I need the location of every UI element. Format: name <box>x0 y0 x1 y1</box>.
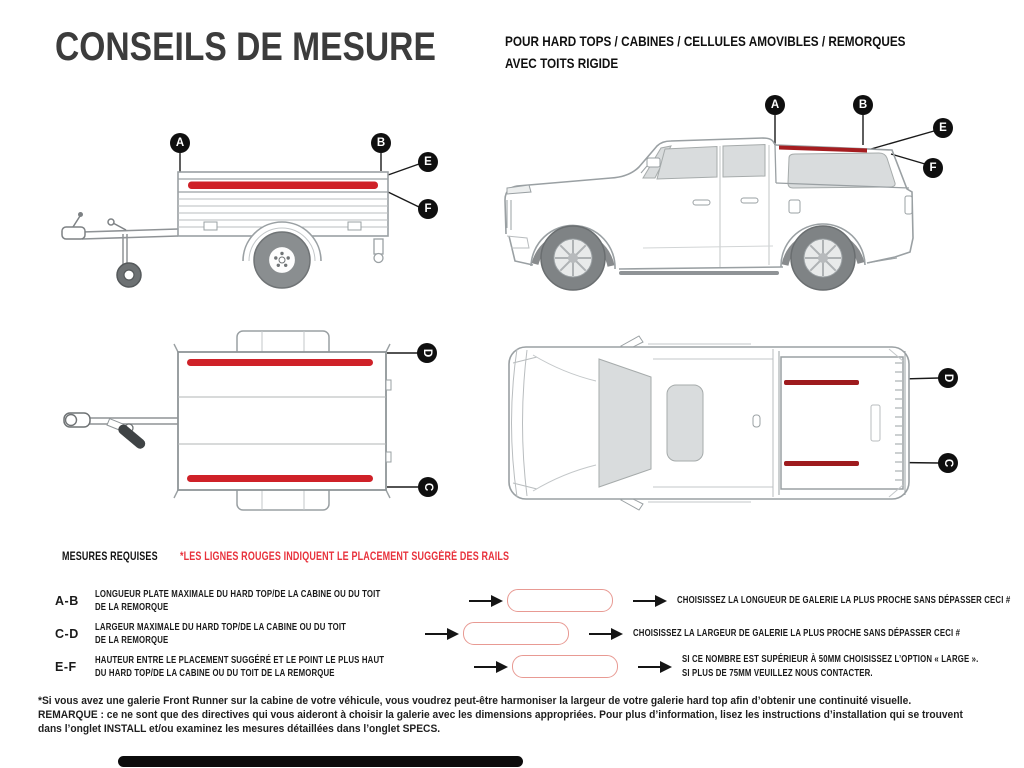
row-description: LONGUEUR PLATE MAXIMALE DU HARD TOP/DE LA CABINE OU DU TOIT DE LA REMORQUE <box>95 588 381 613</box>
subtitle-line-1: POUR HARD TOPS / CABINES / CELLULES AMOVIBLES / REMORQUES <box>505 33 906 49</box>
trailer-side-view-diagram <box>52 103 472 318</box>
measurements-heading: MESURES REQUISES <box>62 551 158 563</box>
trailer-top-view-diagram <box>50 328 460 533</box>
label-a-badge: A <box>765 95 785 115</box>
label-c-badge: C <box>938 453 958 473</box>
row-description: LARGEUR MAXIMALE DU HARD TOP/DE LA CABINE OU DU TOIT DE LA REMORQUE <box>95 621 347 646</box>
page-subtitle <box>505 31 982 74</box>
suggested-rail-line-top-2 <box>187 475 373 482</box>
label-d-badge: D <box>938 368 958 388</box>
arrow-right-icon <box>589 628 623 640</box>
measurement-rows <box>55 584 1015 683</box>
label-a-badge: A <box>170 133 190 153</box>
arrow-right-icon <box>469 595 503 607</box>
arrow-right-icon <box>474 661 508 673</box>
label-e-badge: E <box>933 118 953 138</box>
label-d-badge: D <box>417 343 437 363</box>
label-b-badge: B <box>371 133 391 153</box>
page-title: CONSEILS DE MESURE <box>55 25 436 69</box>
arrow-right-icon <box>633 595 667 607</box>
suggested-rail-line-canopy-top-1 <box>784 380 859 385</box>
row-instruction: SI CE NOMBRE EST SUPÉRIEUR À 50MM CHOISISSEZ L’OPTION « LARGE ». SI PLUS DE 75MM VEUILLEZ NOUS CONTACTER. <box>681 653 979 679</box>
truck-top-view-diagram <box>493 333 993 533</box>
truck-side-drawing <box>493 88 1003 298</box>
row-key: E-F <box>55 659 77 674</box>
red-lines-note: *LES LIGNES ROUGES INDIQUENT LE PLACEMENT SUGGÉRÉ DES RAILS <box>180 551 510 563</box>
footnote-line-2: REMARQUE : ce ne sont que des directives qui vous aideront à choisir la galerie avec les dimensions appropriées. Pour plus d’information, lisez les instructions d’installation qui se trouvent <box>38 709 963 722</box>
scrollbar-thumb[interactable] <box>118 756 523 767</box>
label-c-badge: C <box>418 477 438 497</box>
label-f-badge: F <box>923 158 943 178</box>
suggested-rail-line-side <box>188 182 378 190</box>
truck-side-view-diagram <box>493 88 1003 298</box>
suggested-rail-line-canopy-top-2 <box>784 461 859 466</box>
suggested-rail-line-top-1 <box>187 359 373 366</box>
arrow-right-icon <box>638 661 672 673</box>
label-f-badge: F <box>418 199 438 219</box>
measurement-row-ef <box>55 650 1015 683</box>
footnote-line-3: dans l’onglet INSTALL et/ou examinez les mesures détaillées dans l’onglet SPECS. <box>38 723 441 736</box>
label-b-badge: B <box>853 95 873 115</box>
row-instruction: CHOISISSEZ LA LARGEUR DE GALERIE LA PLUS PROCHE SANS DÉPASSER CECI # <box>632 627 961 639</box>
measurement-row-cd <box>55 617 1015 650</box>
footnote-line-1: *Si vous avez une galerie Front Runner sur la cabine de votre véhicule, vous voudrez peut-être harmoniser la largeur de votre galerie hard top afin d’obtenir une continuité visuelle. <box>38 695 912 707</box>
measurement-blank-field <box>512 655 618 678</box>
measurement-blank-field <box>507 589 613 612</box>
row-description: HAUTEUR ENTRE LE PLACEMENT SUGGÉRÉ ET LE POINT LE PLUS HAUT DU HARD TOP/DE LA CABINE OU DU TOIT DE LA REMORQUE <box>95 654 385 679</box>
footnote <box>38 694 1024 736</box>
label-e-badge: E <box>418 152 438 172</box>
row-key: A-B <box>55 593 79 608</box>
row-instruction: CHOISISSEZ LA LONGUEUR DE GALERIE LA PLUS PROCHE SANS DÉPASSER CECI # <box>676 594 1011 606</box>
measurement-row-ab <box>55 584 1015 617</box>
truck-top-drawing <box>493 333 993 533</box>
subtitle-line-2: AVEC TOITS RIGIDE <box>505 54 619 71</box>
trailer-top-drawing <box>50 328 460 533</box>
measurement-blank-field <box>463 622 569 645</box>
arrow-right-icon <box>425 628 459 640</box>
trailer-side-drawing <box>52 103 472 318</box>
row-key: C-D <box>55 626 79 641</box>
